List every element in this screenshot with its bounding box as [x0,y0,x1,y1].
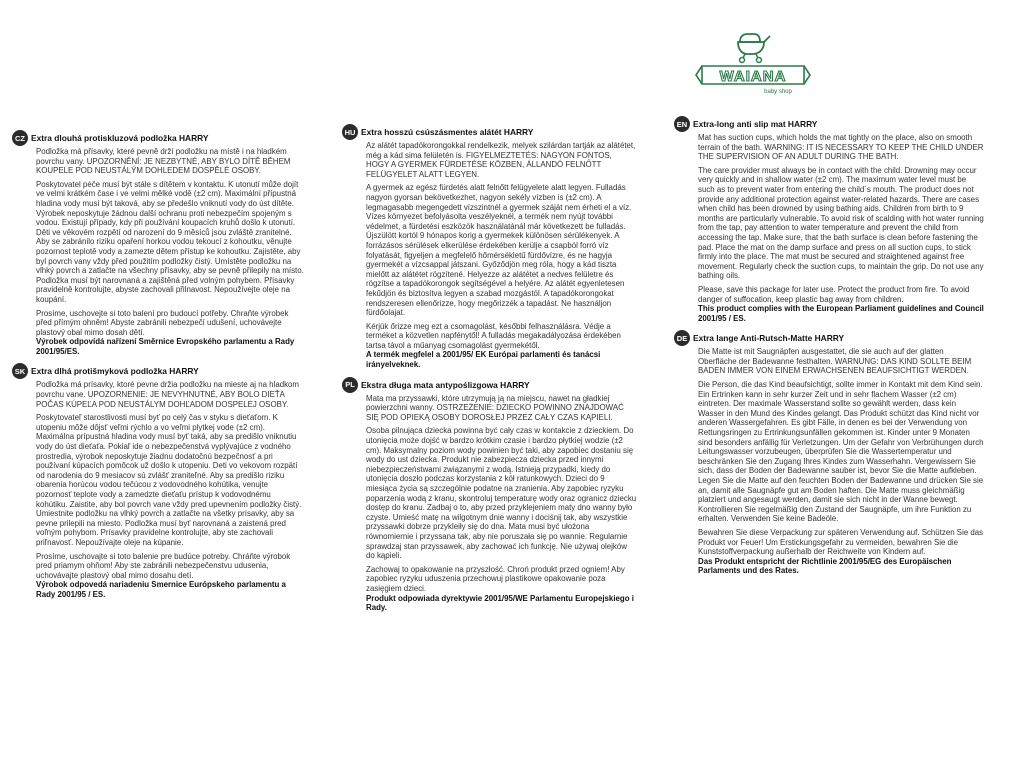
language-badge: CZ [12,130,28,146]
paragraph [36,552,304,600]
paragraph [36,180,304,305]
section-title: Extra dlhá protišmyková podložka HARRY [31,366,199,377]
compliance-statement: Výrobek odpovídá nařízení Směrnice Evropského parlamentu a Rady 2001/95/ES. [36,337,295,356]
section-header [14,363,304,379]
paragraph [36,147,304,176]
section-title: Extra dlouhá protiskluzová podložka HARRY [31,133,209,143]
paragraph [366,426,637,560]
paragraph [698,285,984,323]
paragraph [36,413,304,547]
section-header [676,116,984,132]
paragraph [698,347,984,376]
paragraph-text: Podložka má prísavky, ktoré pevne držia podložku na mieste aj na hladkom povrchu vane. UPOZORNENIE: JE NEVYHNUTNÉ, ABY BOLO DIEŤA POČAS KÚPEĽA POD NEUSTÁLYM DOHĽADOM DOSPELEJ OSOBY. [36,380,300,409]
paragraph-text: Podložka má přísavky, které pevně drží podložku na místě i na hladkém povrchu vany. UPOZORNĚNÍ: JE NEZBYTNÉ, ABY BYLO DÍTĚ BĚHEM KOUPELE POD NEUSTÁLÝM DOHLEDEM DOSPĚLÉ OSOBY. [36,147,291,176]
section-body [676,133,984,323]
section-title: Extra-long anti slip mat HARRY [693,119,818,129]
section-header [344,124,637,140]
paragraph-text: Poskytovatel péče musí být stále s dítětem v kontaktu. K utonutí může dojít ve velmi krátkém čase i ve velmi mělké vodě (±2 cm). Maximální přípustná hladina vody musí být taková, aby se předešlo vniknutí vody do úst dítěte. Výrobek neposkytuje žádnou další ochranu proti nebezpečím spojeným s vodou. Existují případy, kdy při používání koupacích kruhů došlo k utonutí. Děti ve věkovém rozpětí od narození do 9 měsíců jsou zvláště zranitelné. Aby se zabránilo riziku opaření horkou vodou tekoucí z kohoutku, věnujte pozornost teplotě vody a zamezte dětem přístup ke kohoutku. Zajistěte, aby byl povrch vany vždy před použitím podložky čistý. Umístěte podložku na vlhký povrch a zatlačte na všechny přísavky, aby se pevně přilepily na místo. Podložka musí být narovnaná a zajištěná před volným pohybem. Přísavky pravidelně kontrolujte, abyste zachovali přilnavost. Nepoužívejte oleje na koupání. [36,179,304,304]
paragraph [366,141,637,179]
language-badge: EN [674,116,690,132]
language-badge: PL [342,377,358,393]
paragraph-text: Osoba pilnująca dziecka powinna być cały czas w kontakcie z dzieckiem. Do utonięcia może dojść w bardzo krótkim czasie i bardzo płytkiej wodzie (±2 cm). Maksymalny poziom wody powinien być taki, aby zapobiec dostaniu się wody do ust dziecka. Produkt nie zabezpiecza dziecka przed innymi niebezpieczeństwami związanymi z wodą. Istnieją przypadki, kiedy do utonięcia doszło podczas korzystania z kół ratunkowych. Dzieci do 9 miesiąca życia są szczególnie podatne na zranienia. Aby zapobiec ryzyku poparzenia wodą z kranu, skontroluj temperaturę wody oraz ogranicz dziecku dostęp do kranu. Zadbaj o to, aby przed przyklejeniem maty dno wanny było czyste. Umieść matę na wilgotnym dnie wanny i dociśnij tak, aby wszystkie przyssawki dobrze przykleiły się do dna. Mata musi być ułożona równomiernie i przyssana tak, aby nie poruszała się po wannie. Regularnie sprawdzaj stan przyssawek, aby zachować ich funkcję. Nie używaj olejków do kąpieli. [366,426,637,561]
language-badge: HU [342,124,358,140]
section-title: Extra hosszú csúszásmentes alátét HARRY [361,127,534,137]
column-1 [14,130,304,607]
paragraph [698,166,984,281]
paragraph-text: Poskytovateľ starostlivosti musí byť po celý čas v styku s dieťaťom. K utopeniu môže dôjsť veľmi rýchlo a vo veľmi plytkej vode (±2 cm). Maximálna prípustná hladina vody musí byť taká, aby sa predišlo vniknutiu vody do úst dieťaťa. Pokiaľ ide o nebezpečenstvá vyplývajúce z vodného prostredia, výrobok neposkytuje žiadnu dodatočnú bezpečnosť a pri používaní kúpacích pomôcok už došlo k utopeniu. Deti vo vekovom rozpätí od narodenia do 9 mesiacov sú zvlášť zraniteľné. Aby sa predišlo riziku obarenia horúcou vodou tečúcou z vodovodného kohútika, venujte pozornosť teplote vody a zamedzte dieťaťu prístup k vodovodnému kohútiku. Zaistite, aby bol povrch vane vždy pred upevnením podložky čistý. Umiestnite podložku na vlhký povrch a zatlačte na všetky prísavky, aby sa pevne prilepili na miesto. Podložka musí byť narovnaná a zaistená pred voľným pohybom. Prísavky pravidelne kontrolujte, aby ste zachovali priľnavosť. Nepoužívajte oleje na kúpanie. [36,413,302,547]
section-body [344,394,637,613]
compliance-statement: A termék megfelel a 2001/95/ EK Európai parlamenti és tanácsi irányelveknek. [366,350,601,370]
paragraph-text: A gyermek az egész fürdetés alatt felnőtt felügyelete alatt legyen. Fulladás nagyon gyorsan bekövetkezhet, nagyon sekély vízben is (±2 cm). A legmagasabb megengedett vízszintnél a gyermek száját nem érheti el a víz. Vízes környezet befolyásolta veszélyeknél, a termék nem nyújt további védelmet, a fürdetési eszközök használatánál már következett be fulladás. Újszülött kortól 9 hónapos korig a gyermekek különösen sérülékenyek. A forrázásos sérülések elkerülése érdekében kerülje a csapból forró víz folyatását, figyeljen a megfelelő hőmérsékletű fürdővízre, és ne hagyja gyermekét a vízcsappal játszani. Győződjön meg róla, hogy a kád tiszta mielőtt az alátétet rögzítené. Helyezze az alátétet a nedves felületre és rögzítse a tapadókorongok segítségével a helyére. Az alátét egyenletesen fekűdjön és biztosítva legyen a szabad mozgástól. A tapadókorongokat rendszeresen ellenőrizze, hogy megőrizzék a tapadást. Ne használjon fürdőolajat. [366,183,632,318]
section-header [344,377,637,393]
language-badge: DE [674,330,690,346]
section-body [14,147,304,356]
stroller-logo-icon [688,30,818,104]
paragraph [698,133,984,162]
logo-tagline-text: baby shop [764,89,792,95]
compliance-statement: Výrobok odpovedá nariadeniu Smernice Európskeho parlamentu a Rady 2001/95 / ES. [36,580,286,599]
section-title: Ekstra długa mata antypoślizgowa HARRY [361,379,530,390]
paragraph-text: Mata ma przyssawki, które utrzymują ją na miejscu, nawet na gładkiej powierzchni wanny. OSTRZEŻENIE: DZIECKO POWINNO ZNAJDOWAĆ SIĘ POD OPIEKĄ OSOBY DOROSŁEJ PRZEZ CAŁY CZAS KĄPIELI. [366,393,624,422]
section-body [676,347,984,576]
language-section-pl [344,377,637,613]
paragraph [366,394,637,423]
language-section-en [676,116,984,323]
paragraph [366,322,637,370]
paragraph-text: Die Person, die das Kind beaufsichtigt, sollte immer in Kontakt mit dem Kind sein. Ein Ertrinken kann in sehr kurzer Zeit und in sehr flachem Wasser (±2 cm) eintreten. Der maximale Wasserstand sollte so gewählt werden, dass kein Wasser in den Mund des Kindes gelangt. Das Produkt schützt das Kind nicht vor anderen Wassergefahren. Es gibt Fälle, in denen es bei der Verwendung von Rettungsringen zu Ertrinkungsunfällen gekommen ist. Kinder unter 9 Monaten sind besonders anfällig für Verletzungen. Um der Gefahr von Verbrühungen durch Leitungswasser vorzubeugen, überprüfen Sie die Wassertemperatur und beschränken Sie den Zugang Ihres Kindes zum Wasserhahn. Vergewissern Sie sich, dass der Boden der Badewanne sauber ist, bevor Sie die Matte aufkleben. Legen Sie die Matte auf den feuchten Boden der Badewanne und drücken Sie sie an, damit alle Saugnäpfe gut am Boden haften. Die Matte muss gleichmäßig platziert und angesaugt werden, damit sie sich nicht in der Wanne bewegt. Kontrollieren Sie regelmäßig den Zustand der Saugnäpfe, um ihre Funktion zu erhalten. Verwenden Sie keine Badeöle. [698,380,984,524]
paragraph-text: Prosíme, uschovejte si toto balení pro budoucí potřeby. Chraňte výrobek před přímým ohněm! Abyste zabránili nebezpečí udušení, uchovávejte plastový obal mimo dosah dětí. [36,308,289,337]
section-header [676,330,984,346]
paragraph [698,528,984,576]
brand-logo [688,30,818,104]
paragraph [366,183,637,317]
section-body [344,141,637,370]
language-badge: SK [12,363,28,379]
language-section-cz [14,130,304,356]
section-header [14,130,304,146]
paragraph [366,565,637,613]
column-2 [344,124,637,620]
column-3 [676,116,984,583]
paragraph-text: Prosíme, uschovajte si toto balenie pre budúce potreby. Chráňte výrobok pred priamym ohňom! Aby ste zabránili nebezpečenstvu udusenia, uchovávajte plastový obal mimo dosahu detí. [36,551,291,580]
paragraph-text: Zachowaj to opakowanie na przyszłość. Chroń produkt przed ogniem! Aby zapobiec ryzyku uduszenia przechowuj plastikowe opakowanie poza zasięgiem dzieci. [366,564,625,593]
paragraph-text: Az alátét tapadókorongokkal rendelkezik, melyek szilárdan tartják az alátétet, még a kád sima felületén is. FIGYELMEZTETÉS: NAGYON FONTOS, HOGY A GYERMEK FÜRDETÉSE KÖZBEN, ÁLLANDÓ FELNŐTT FELÜGYELET ALATT LEGYEN. [366,141,636,179]
section-title: Extra lange Anti-Rutsch-Matte HARRY [693,333,845,344]
paragraph [36,380,304,409]
paragraph-text: Bewahren Sie diese Verpackung zur späteren Verwendung auf. Schützen Sie das Produkt vor Feuer! Um Erstickungsgefahr zu vermeiden, bewahren Sie die Kunststoffverpackung außerhalb der Reichweite von Kindern auf. [698,527,984,557]
paragraph-text: Die Matte ist mit Saugnäpfen ausgestattet, die sie auch auf der glatten Oberfläche der Badewanne festhalten. WARNUNG: DAS KIND SOLLTE BEIM BADEN IMMER VON EINEM ERWACHSENEN BEAUFSICHTIGT WERDEN. [698,347,972,376]
paragraph [698,380,984,524]
language-section-de [676,330,984,576]
compliance-statement: Produkt odpowiada dyrektywie 2001/95/WE Parlamentu Europejskiego i Rady. [366,593,634,613]
paragraph [36,309,304,357]
section-body [14,380,304,599]
logo-brand-text: WAIANA [719,68,787,85]
compliance-statement: Das Produkt entspricht der Richtlinie 2001/95/EG des Europäischen Parlaments und des Rates. [698,556,952,576]
language-section-sk [14,363,304,599]
language-section-hu [344,124,637,370]
compliance-statement: This product complies with the European Parliament guidelines and Council 2001/95 / ES. [698,304,984,323]
paragraph-text: The care provider must always be in contact with the child. Drowning may occur very quickly and in shallow water (±2 cm). The maximum water level must be such as to prevent water from entering the child´s mouth. The product does not provide any additional protection against water-related hazards. There are cases when child has been drowned by using bathing aids. Children from birth to 9 months are particularly vulnerable. To avoid risk of scalding with hot water running from the tap, pay attention to water temperature and prevent the child from accessing the tap. Make sure, that the bath surface is clean before fastening the pad. Place the mat on the damp surface and press on all suction cups, to stick firmly into the place. The mat must be secured and straightened against free movement. Regularly check the suction cups, to maintain the grip. Do not use any bathing oils. [698,165,984,281]
paragraph-text: Mat has suction cups, which holds the mat tightly on the place, also on smooth terrain of the bath. WARNING: IT IS NECESSARY TO KEEP THE CHILD UNDER THE SUPERVISION OF AN ADULT DURING THE BATH. [698,133,984,162]
paragraph-text: Please, save this package for later use. Protect the product from fire. To avoid danger of suffocation, keep plastic bag away from children. [698,284,970,304]
paragraph-text: Kérjük őrizze meg ezt a csomagolást, későbbi felhasználásra. Védje a terméket a közvetlen napfénytől! A fulladás megakadályozása érdekében tartsa távol a műanyag csomagolást gyermekétől. [366,321,621,350]
